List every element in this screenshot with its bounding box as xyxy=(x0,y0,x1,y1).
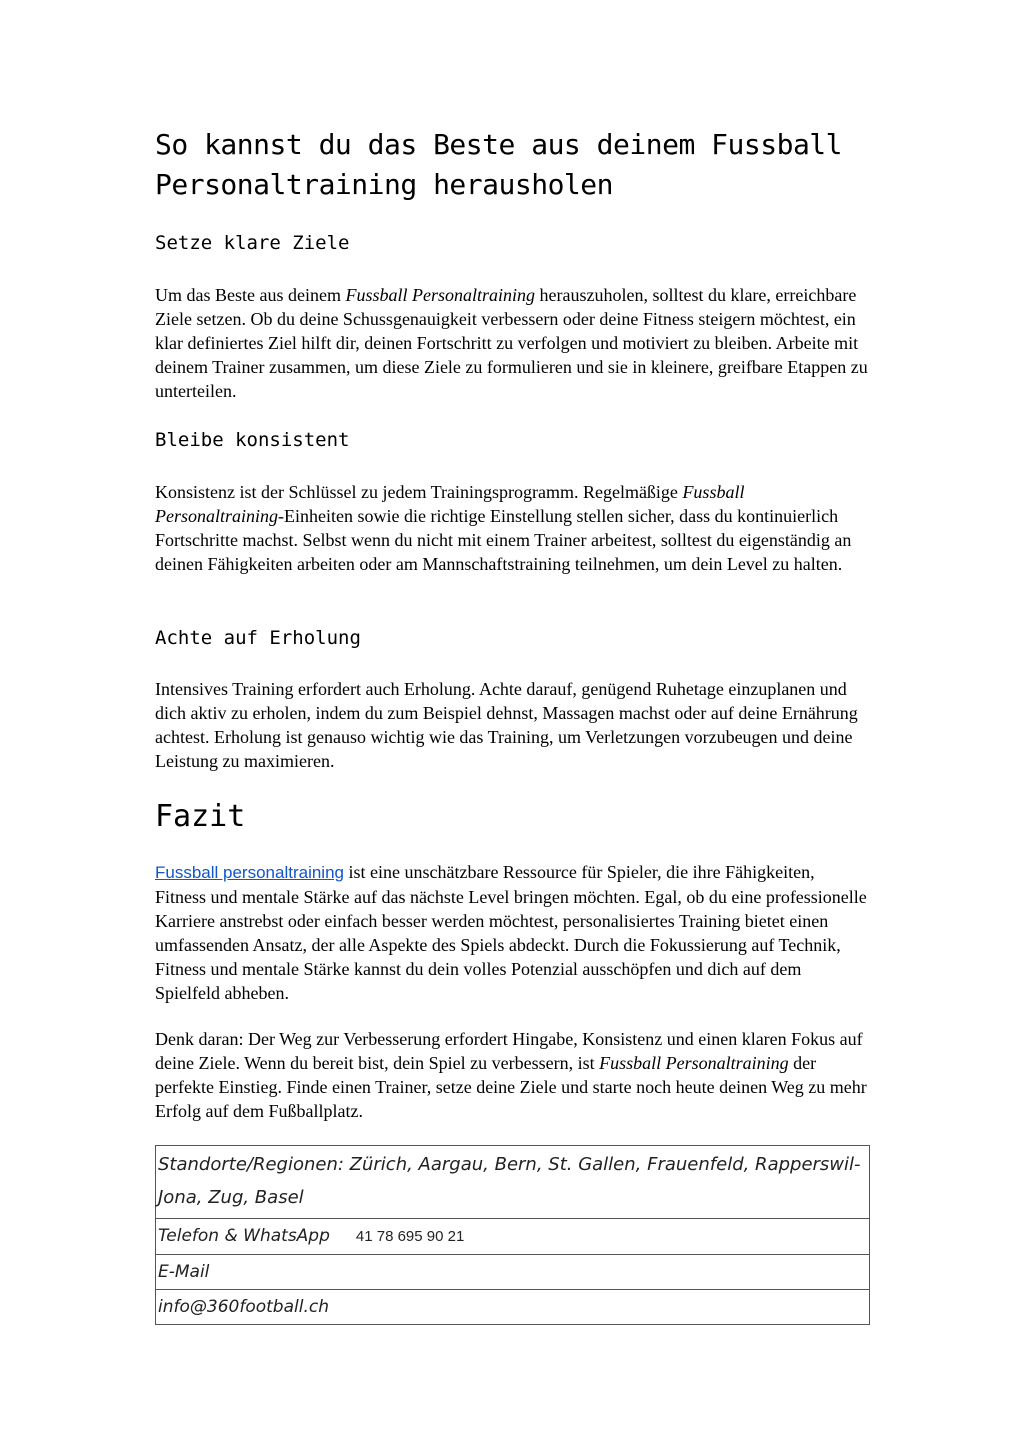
paragraph-text: herauszuholen, solltest du klare, erreichbare Ziele setzen. Ob du deine Schussgenauigkeit verbessern oder deine Fitness steigern möchtest, ein klar definiertes Ziel hilft dir, deinen Fortschritt zu verfolgen und motiviert zu bleiben. Arbeite mit deinem Trainer zusammen, um diese Ziele zu formulieren und sie in kleinere, greifbare Etappen zu unterteilen. xyxy=(155,285,868,401)
paragraph-text: der perfekte Einstieg. Finde einen Trainer, setze deine Ziele und starte noch heute deinen Weg zu mehr Erfolg auf dem Fußballplatz. xyxy=(155,1053,867,1121)
section-paragraph-ziele xyxy=(155,283,870,403)
fussball-personaltraining-link[interactable]: Fussball personaltraining xyxy=(155,863,344,882)
paragraph-text: ist eine unschätzbare Ressource für Spieler, die ihre Fähigkeiten, Fitness und mentale Stärke auf das nächste Level bringen möchten. Egal, ob du eine professionelle Karriere anstrebst oder einfach besser werden möchtest, personalisiertes Training bietet einen umfassenden Ansatz, der alle Aspekte des Spiels abdeckt. Durch die Fokussierung auf Technik, Fitness und mentale Stärke kannst du dein volles Potenzial ausschöpfen und dich auf dem Spielfeld abheben. xyxy=(155,862,867,1003)
fazit-paragraph-1 xyxy=(155,860,870,1005)
table-row xyxy=(156,1255,870,1290)
section-heading-konsistent: Bleibe konsistent xyxy=(155,429,350,451)
section-paragraph-konsistent xyxy=(155,480,870,576)
fazit-heading: Fazit xyxy=(155,799,246,834)
table-row xyxy=(156,1146,870,1219)
fazit-paragraph-2 xyxy=(155,1027,870,1123)
email-cell[interactable]: info@360football.ch xyxy=(156,1290,870,1325)
section-heading-ziele: Setze klare Ziele xyxy=(155,232,350,254)
italic-term: Fussball Personaltraining xyxy=(345,285,535,305)
contact-table xyxy=(155,1145,870,1325)
section-paragraph-erholung: Intensives Training erfordert auch Erholung. Achte darauf, genügend Ruhetage einzuplanen und dich aktiv zu erholen, indem du zum Beispiel dehnst, Massagen machst oder auf deine Ernährung achtest. Erholung ist genauso wichtig wie das Training, um Verletzungen vorzubeugen und deine Leistung zu maximieren. xyxy=(155,679,858,771)
italic-term: Fussball Personaltraining xyxy=(599,1053,789,1073)
phone-cell xyxy=(156,1219,870,1255)
paragraph-text: Konsistenz ist der Schlüssel zu jedem Trainingsprogramm. Regelmäßige xyxy=(155,482,683,502)
phone-number[interactable]: 41 78 695 90 21 xyxy=(355,1228,465,1245)
section-heading-erholung: Achte auf Erholung xyxy=(155,627,361,649)
paragraph-text: -Einheiten sowie die richtige Einstellung stellen sicher, dass du kontinuierlich Fortschritte machst. Selbst wenn du nicht mit einem Trainer arbeitest, solltest du eigenständig an deinen Fähigkeiten arbeiten oder am Mannschaftstraining teilnehmen, um dein Level zu halten. xyxy=(155,506,852,574)
page-title: So kannst du das Beste aus deinem Fussball Personaltraining herausholen xyxy=(155,128,843,201)
table-row xyxy=(156,1219,870,1255)
regions-cell: Standorte/Regionen: Zürich, Aargau, Bern, St. Gallen, Frauenfeld, Rapperswil-Jona, Zug, Basel xyxy=(156,1146,870,1219)
paragraph-text: Um das Beste aus deinem xyxy=(155,285,346,305)
paragraph-text: Denk daran: Der Weg zur Verbesserung erfordert Hingabe, Konsistenz und einen klaren Fokus auf deine Ziele. Wenn du bereit bist, dein Spiel zu verbessern, ist xyxy=(155,1029,863,1073)
italic-term: Fussball Personaltraining xyxy=(155,482,745,526)
email-label-cell: E-Mail xyxy=(156,1255,870,1290)
phone-label: Telefon & WhatsApp xyxy=(158,1226,330,1246)
table-row xyxy=(156,1290,870,1325)
